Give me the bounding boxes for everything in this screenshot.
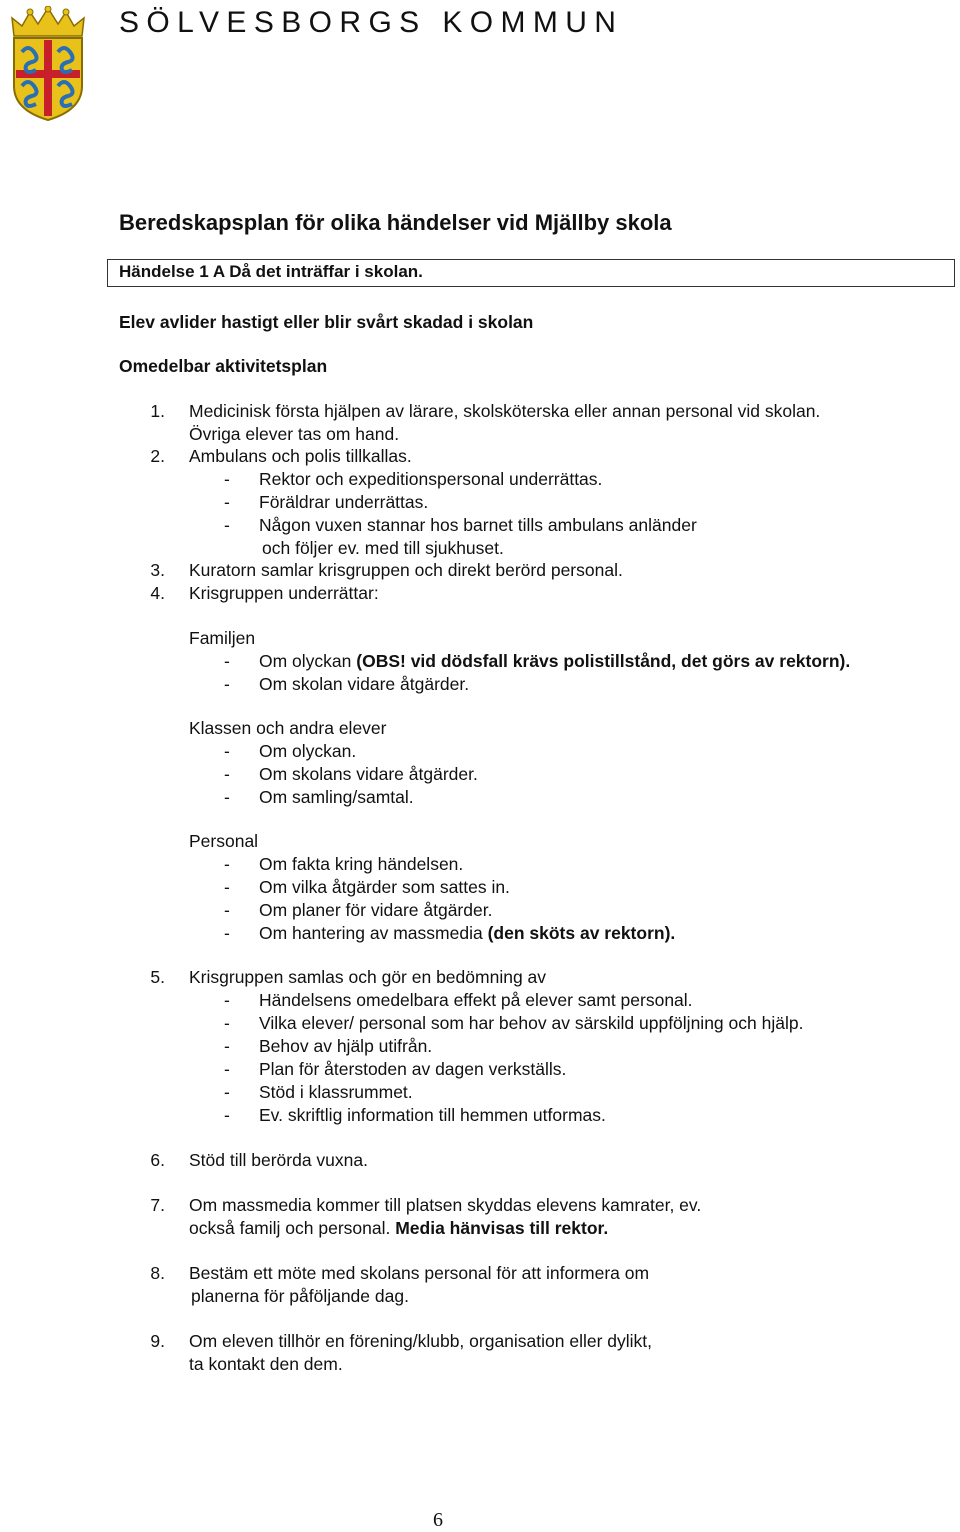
bullet-dash: - <box>224 923 230 943</box>
item-number: 7. <box>150 1195 165 1215</box>
bullet-dash: - <box>224 764 230 784</box>
bullet-dash: - <box>224 1105 230 1125</box>
bullet-dash: - <box>224 741 230 761</box>
item-8-line-1: Bestäm ett möte med skolans personal för att informera om <box>189 1263 650 1283</box>
bullet-dash: - <box>224 515 230 535</box>
municipality-name: SÖLVESBORGS KOMMUN <box>119 6 624 39</box>
event-box <box>107 259 955 287</box>
item-7-line-1: Om massmedia kommer till platsen skyddas elevens kamrater, ev. <box>189 1195 702 1215</box>
subtitle: Elev avlider hastigt eller blir svårt skadad i skolan <box>119 312 534 332</box>
item-5-bullet-1: Händelsens omedelbara effekt på elever samt personal. <box>259 990 693 1010</box>
event-label: Händelse 1 A Då det inträffar i skolan. <box>119 262 423 281</box>
page-number: 6 <box>433 1509 443 1531</box>
bullet-dash: - <box>224 1036 230 1056</box>
group-heading-personal: Personal <box>189 831 259 851</box>
personal-bullet-3: Om planer för vidare åtgärder. <box>259 900 493 920</box>
group-heading-klassen: Klassen och andra elever <box>189 718 387 738</box>
item-9-line-2: ta kontakt den dem. <box>189 1354 343 1374</box>
item-6-line-1: Stöd till berörda vuxna. <box>189 1150 368 1170</box>
item-2-bullet-3-cont: och följer ev. med till sjukhuset. <box>262 538 504 558</box>
klassen-bullet-2: Om skolans vidare åtgärder. <box>259 764 478 784</box>
personal-bullet-1: Om fakta kring händelsen. <box>259 854 464 874</box>
bullet-dash: - <box>224 787 230 807</box>
item-3-line-1: Kuratorn samlar krisgruppen och direkt berörd personal. <box>189 560 623 580</box>
bullet-dash: - <box>224 900 230 920</box>
klassen-bullet-1: Om olyckan. <box>259 741 357 761</box>
item-number: 6. <box>150 1150 165 1170</box>
item-number: 8. <box>150 1263 165 1283</box>
item-5-bullet-2: Vilka elever/ personal som har behov av särskild uppföljning och hjälp. <box>259 1013 804 1033</box>
item-2-bullet-3: Någon vuxen stannar hos barnet tills ambulans anländer <box>259 515 697 535</box>
item-number: 4. <box>150 583 165 603</box>
item-7-line-2: också familj och personal. Media hänvisas till rektor. <box>189 1218 609 1238</box>
bullet-dash: - <box>224 854 230 874</box>
personal-bullet-4: Om hantering av massmedia (den sköts av rektorn). <box>259 923 676 943</box>
item-number: 5. <box>150 967 165 987</box>
plan-heading: Omedelbar aktivitetsplan <box>119 356 328 376</box>
bullet-dash: - <box>224 492 230 512</box>
item-5-bullet-3: Behov av hjälp utifrån. <box>259 1036 433 1056</box>
item-5-bullet-6: Ev. skriftlig information till hemmen utformas. <box>259 1105 606 1125</box>
item-number: 1. <box>150 401 165 421</box>
item-4-line-1: Krisgruppen underrättar: <box>189 583 379 603</box>
item-1-line-1: Medicinisk första hjälpen av lärare, skolsköterska eller annan personal vid skolan. <box>189 401 821 421</box>
bullet-dash: - <box>224 651 230 671</box>
item-number: 2. <box>150 446 165 466</box>
item-2-bullet-2: Föräldrar underrättas. <box>259 492 429 512</box>
item-5-bullet-4: Plan för återstoden av dagen verkställs. <box>259 1059 567 1079</box>
bullet-dash: - <box>224 674 230 694</box>
group-heading-familjen: Familjen <box>189 628 256 648</box>
bullet-dash: - <box>224 990 230 1010</box>
item-5-line-1: Krisgruppen samlas och gör en bedömning av <box>189 967 547 987</box>
bullet-dash: - <box>224 1082 230 1102</box>
bullet-dash: - <box>224 469 230 489</box>
bullet-dash: - <box>224 877 230 897</box>
item-number: 3. <box>150 560 165 580</box>
item-5-bullet-5: Stöd i klassrummet. <box>259 1082 413 1102</box>
bullet-dash: - <box>224 1059 230 1079</box>
personal-bullet-2: Om vilka åtgärder som sattes in. <box>259 877 510 897</box>
item-2-bullet-1: Rektor och expeditionspersonal underrättas. <box>259 469 603 489</box>
item-number: 9. <box>150 1331 165 1351</box>
bullet-dash: - <box>224 1013 230 1033</box>
familjen-bullet-1: Om olyckan (OBS! vid dödsfall krävs polistillstånd, det görs av rektorn). <box>259 651 851 671</box>
item-9-line-1: Om eleven tillhör en förening/klubb, organisation eller dylikt, <box>189 1331 653 1351</box>
item-1-line-2: Övriga elever tas om hand. <box>189 424 400 444</box>
familjen-bullet-2: Om skolan vidare åtgärder. <box>259 674 470 694</box>
item-8-line-2: planerna för påföljande dag. <box>191 1286 409 1306</box>
document-title: Beredskapsplan för olika händelser vid Mjällby skola <box>119 210 672 235</box>
item-2-line-1: Ambulans och polis tillkallas. <box>189 446 412 466</box>
municipality-crest-logo <box>8 6 88 122</box>
klassen-bullet-3: Om samling/samtal. <box>259 787 414 807</box>
